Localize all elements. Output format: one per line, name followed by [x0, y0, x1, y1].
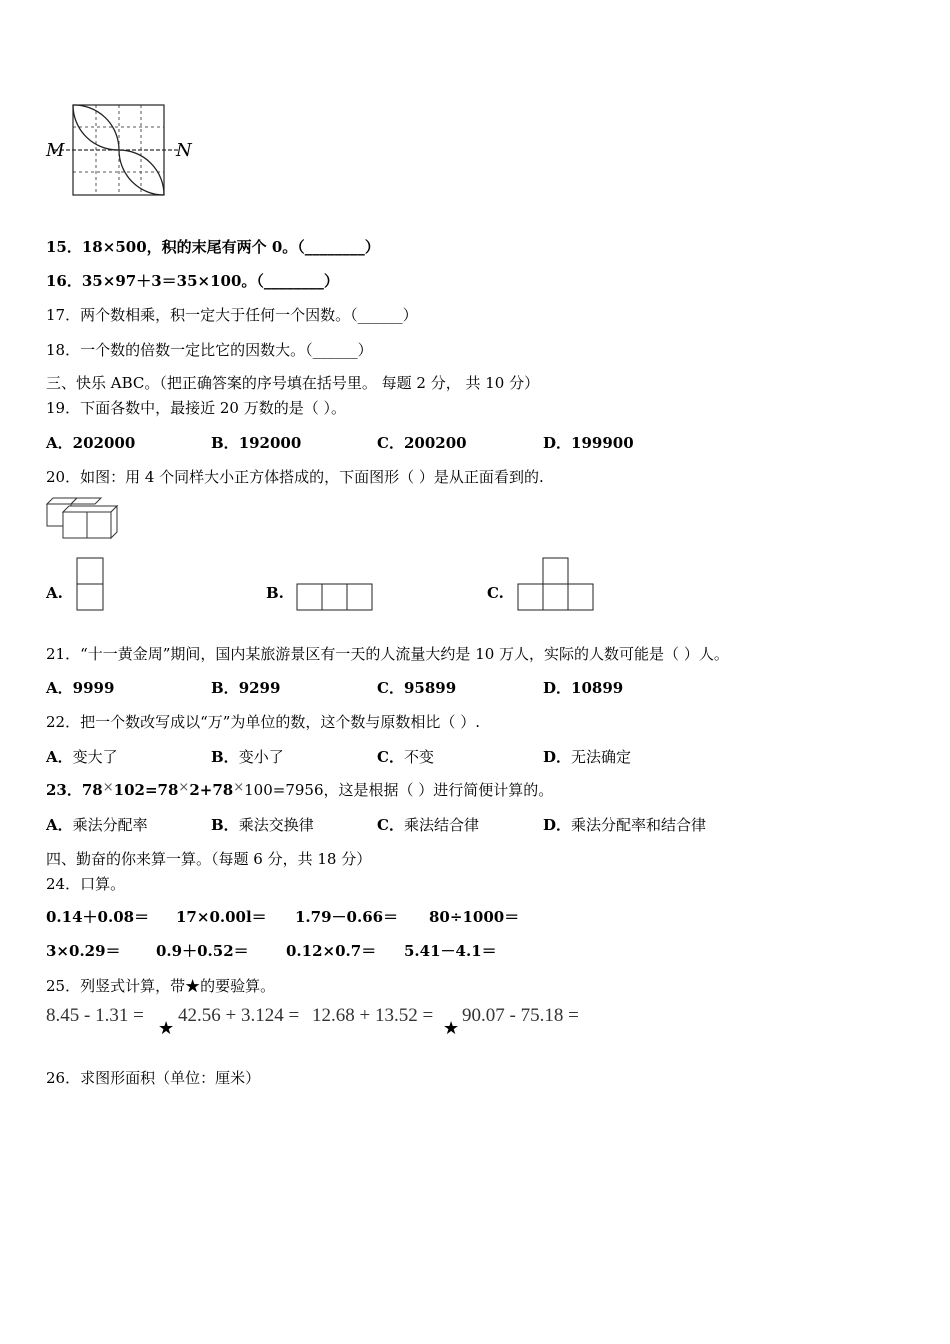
q24-calc: 80÷1000＝ [429, 908, 520, 926]
q22-option-a[interactable]: A．变大了 [46, 748, 118, 766]
q19-option-b[interactable]: B．192000 [211, 434, 302, 452]
q20-option-b-figure[interactable] [296, 583, 376, 613]
question-16: 16．35×97＋3＝35×100。（________） [46, 272, 339, 290]
cubes-figure [45, 494, 125, 542]
times-sign: × [178, 780, 190, 795]
q23-option-c[interactable]: C．乘法结合律 [377, 816, 479, 834]
q24-calc: 3×0.29＝ [46, 942, 121, 960]
q20-option-c-label[interactable]: C. [487, 584, 504, 602]
q20-option-c-figure[interactable] [517, 557, 597, 613]
q21-option-b[interactable]: B．9299 [211, 679, 281, 697]
q21-option-a[interactable]: A．9999 [46, 679, 115, 697]
q23-option-a[interactable]: A．乘法分配率 [46, 816, 148, 834]
question-22: 22．把一个数改写成以“万”为单位的数，这个数与原数相比（ ）. [46, 713, 480, 731]
q19-option-d[interactable]: D．199900 [543, 434, 634, 452]
q20-option-a-figure[interactable] [76, 557, 106, 613]
q23-option-d[interactable]: D．乘法分配率和结合律 [543, 816, 707, 834]
q24-calc: 0.9＋0.52＝ [156, 942, 249, 960]
q24-calc: 1.79－0.66＝ [295, 908, 399, 926]
section-4-title: 四、勤奋的你来算一算。（每题 6 分，共 18 分） [46, 850, 372, 868]
label-n: N [176, 140, 192, 161]
star-icon: ★ [443, 1018, 460, 1039]
q21-option-d[interactable]: D．10899 [543, 679, 624, 697]
question-24: 24．口算。 [46, 875, 126, 893]
q22-option-b[interactable]: B．变小了 [211, 748, 284, 766]
times-sign: × [233, 780, 245, 795]
q25-item: 90.07 - 75.18 = [462, 1005, 579, 1026]
question-21: 21．“十一黄金周”期间，国内某旅游景区有一天的人流量大约是 10 万人，实际的人数可能是（ ）人。 [46, 645, 729, 663]
q24-calc: 0.12×0.7＝ [286, 942, 377, 960]
section-3-title: 三、快乐 ABC。（把正确答案的序号填在括号里。 每题 2 分， 共 10 分） [46, 374, 540, 392]
times-sign: × [102, 780, 114, 795]
q19-option-a[interactable]: A．202000 [46, 434, 136, 452]
label-m: M [46, 140, 65, 161]
q25-item: 8.45 - 1.31 = [46, 1005, 144, 1026]
question-26: 26．求图形面积（单位：厘米） [46, 1069, 261, 1087]
q22-option-d[interactable]: D．无法确定 [543, 748, 632, 766]
q25-item: 12.68 + 13.52 = [312, 1005, 434, 1026]
q24-calc: 0.14＋0.08＝ [46, 908, 150, 926]
q24-calc: 5.41－4.1＝ [404, 942, 497, 960]
star-icon: ★ [158, 1018, 175, 1039]
question-17: 17．两个数相乘，积一定大于任何一个因数。（______） [46, 306, 418, 324]
question-25: 25．列竖式计算，带★的要验算。 [46, 977, 276, 995]
question-23: 23．78×102=78×2+78×100=7956，这是根据（ ）进行简便计算的。 [46, 780, 554, 799]
q23-option-b[interactable]: B．乘法交换律 [211, 816, 314, 834]
q21-option-c[interactable]: C．95899 [377, 679, 457, 697]
q20-option-a-label[interactable]: A. [46, 584, 63, 602]
question-20: 20．如图：用 4 个同样大小正方体搭成的，下面图形（ ）是从正面看到的. [46, 468, 544, 486]
q20-option-b-label[interactable]: B. [266, 584, 284, 602]
q22-option-c[interactable]: C．不变 [377, 748, 434, 766]
question-18: 18．一个数的倍数一定比它的因数大。（______） [46, 341, 373, 359]
question-19: 19．下面各数中，最接近 20 万数的是（ ）。 [46, 399, 346, 417]
q24-calc: 17×0.00l＝ [176, 908, 267, 926]
q19-option-c[interactable]: C．200200 [377, 434, 467, 452]
question-15: 15．18×500，积的末尾有两个 0。（________） [46, 238, 380, 256]
q25-item: 42.56 + 3.124 = [178, 1005, 300, 1026]
